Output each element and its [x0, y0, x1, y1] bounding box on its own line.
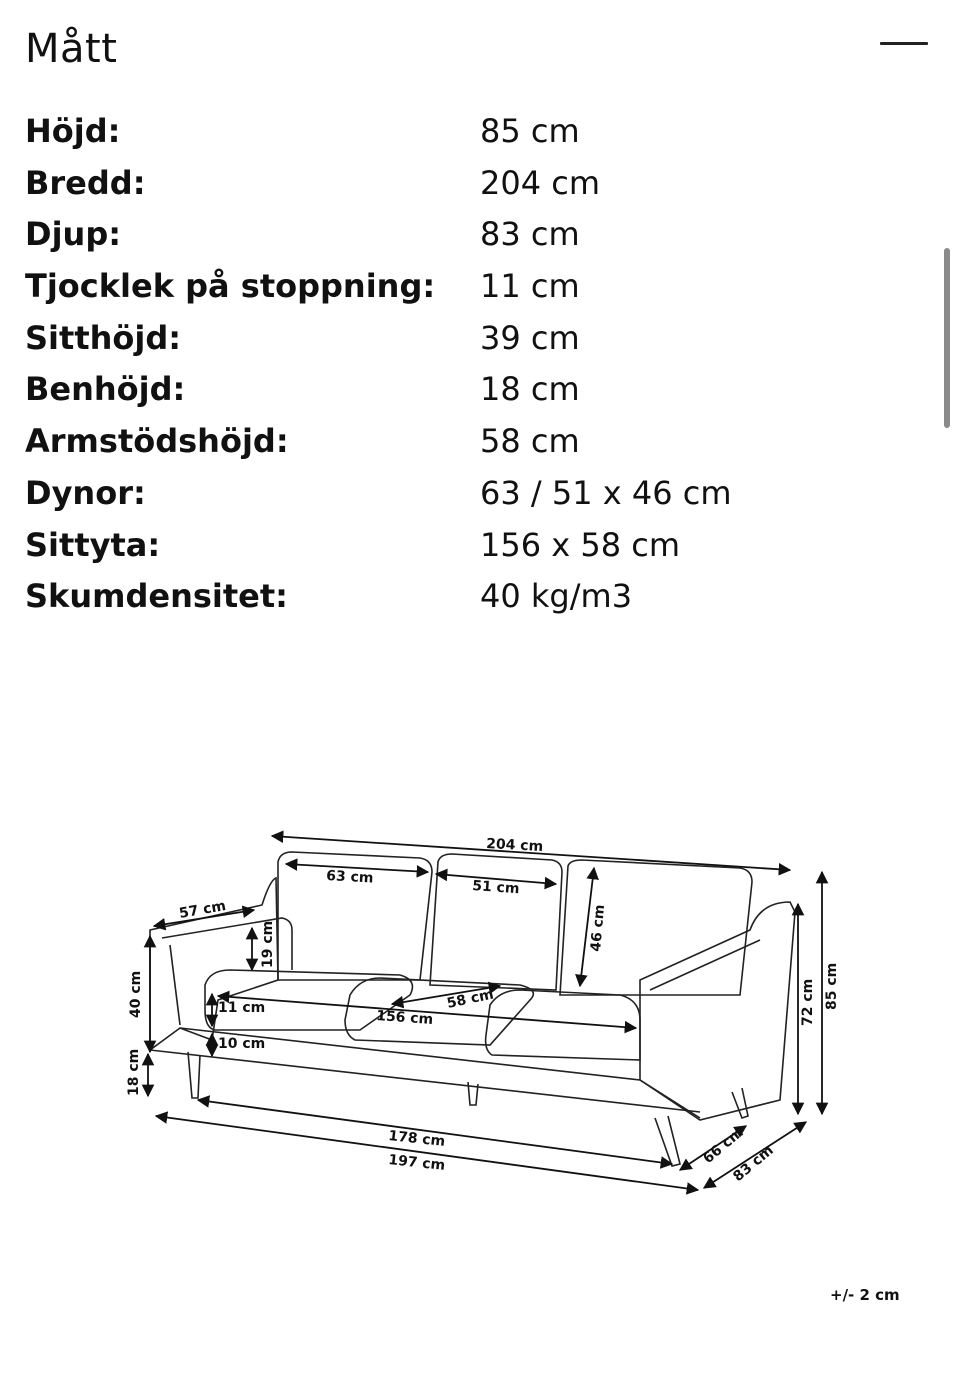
spec-value: 204 cm	[480, 163, 601, 202]
spec-value: 39 cm	[480, 318, 580, 357]
spec-label: Armstödshöjd:	[25, 422, 289, 461]
spec-label: Sitthöjd:	[25, 318, 182, 357]
dim-label: 197 cm	[387, 1152, 446, 1174]
dim-label: 58 cm	[445, 986, 496, 1012]
dim-label: 51 cm	[471, 878, 520, 898]
dim-label: 156 cm	[375, 1008, 434, 1028]
spec-label: Sittyta:	[25, 525, 161, 564]
tolerance-note: +/- 2 cm	[830, 1286, 900, 1304]
spec-label: Djup:	[25, 215, 122, 254]
spec-label: Tjocklek på stoppning:	[25, 267, 436, 306]
spec-label: Höjd:	[25, 112, 121, 150]
dim-label: 40 cm	[128, 970, 144, 1018]
dim-label: 85 cm	[824, 962, 840, 1010]
spec-value: 156 x 58 cm	[480, 525, 681, 564]
dim-label: 178 cm	[387, 1128, 446, 1150]
dim-label: 18 cm	[126, 1048, 142, 1096]
dim-line	[156, 1116, 698, 1190]
spec-value: 85 cm	[480, 112, 580, 150]
dim-label: 19 cm	[260, 920, 276, 968]
dim-label: 46 cm	[588, 903, 609, 953]
spec-value: 58 cm	[480, 422, 580, 461]
spec-value: 40 kg/m3	[480, 577, 633, 616]
spec-label: Bredd:	[25, 163, 146, 202]
spec-label: Skumdensitet:	[25, 577, 288, 616]
dim-label: 72 cm	[800, 978, 816, 1026]
page-title: Mått	[25, 26, 118, 72]
spec-value: 63 / 51 x 46 cm	[480, 473, 732, 512]
dim-label: 10 cm	[218, 1036, 266, 1052]
dim-label: 66 cm	[700, 1124, 747, 1168]
dim-label: 63 cm	[325, 868, 374, 887]
spec-label: Benhöjd:	[25, 370, 186, 409]
dim-label: 204 cm	[485, 836, 544, 855]
dim-label: 11 cm	[218, 1000, 266, 1016]
spec-value: 83 cm	[480, 215, 580, 254]
spec-value: 18 cm	[480, 370, 580, 409]
dim-label: 83 cm	[730, 1142, 777, 1186]
spec-label: Dynor:	[25, 473, 146, 512]
dim-label: 57 cm	[177, 897, 228, 922]
spec-value: 11 cm	[480, 267, 580, 306]
